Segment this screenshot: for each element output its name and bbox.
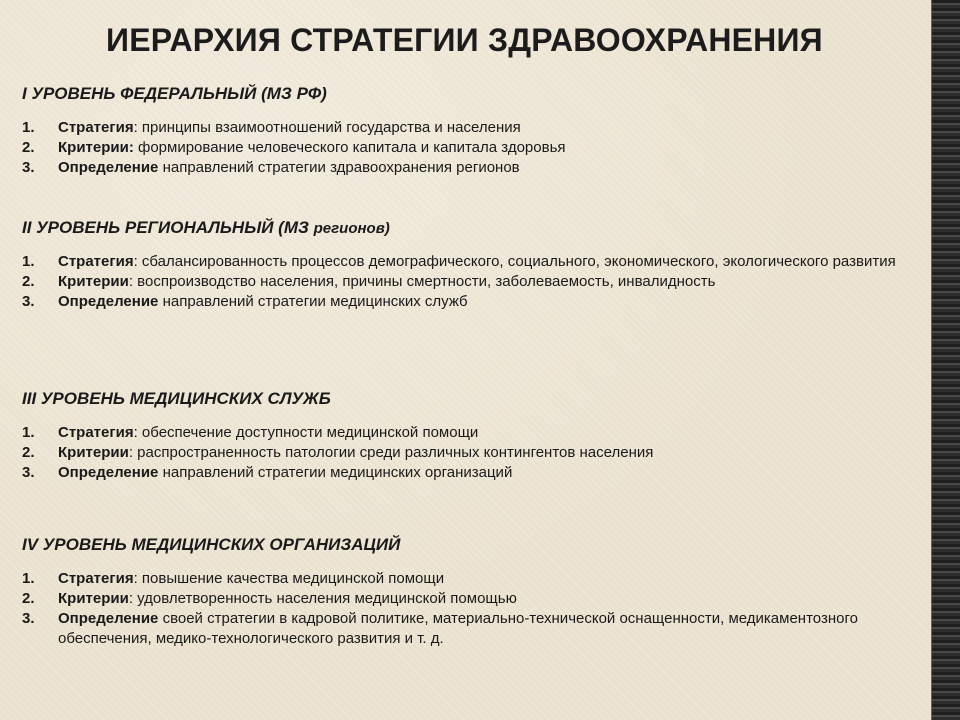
item-number: 2. [22,273,35,290]
item-number: 3. [22,159,35,176]
section-level-3 [22,389,912,483]
list-item [22,589,912,609]
decorative-border [931,0,960,720]
heading-text: III УРОВЕНЬ МЕДИЦИНСКИХ СЛУЖБ [22,389,331,408]
item-text: : сбалансированность процессов демографического, социального, экономического, экологического развития [133,253,896,270]
section-heading [22,535,912,555]
item-term: Критерии [58,444,129,461]
item-number: 1. [22,570,35,587]
item-number: 1. [22,119,35,136]
item-term: Критерии: [58,139,134,156]
item-term: Определение [58,293,159,310]
section-heading [22,389,912,409]
list-item [22,138,912,158]
list-item [22,158,912,178]
item-number: 2. [22,590,35,607]
item-number: 3. [22,610,35,627]
item-text: : принципы взаимоотношений государства и населения [133,119,521,136]
item-number: 3. [22,293,35,310]
section-heading [22,84,912,104]
item-text: формирование человеческого капитала и капитала здоровья [133,139,566,156]
item-term: Стратегия [58,570,134,587]
heading-text: IV УРОВЕНЬ МЕДИЦИНСКИХ ОРГАНИЗАЦИЙ [22,535,401,554]
item-text: : обеспечение доступности медицинской помощи [133,424,479,441]
item-text: : удовлетворенность населения медицинской помощью [128,590,517,607]
item-term: Стратегия [58,253,134,270]
section-level-4 [22,535,912,649]
list-item [22,569,912,589]
item-term: Стратегия [58,424,134,441]
item-list [22,252,912,312]
item-term: Определение [58,610,159,627]
item-text: : воспроизводство населения, причины смертности, заболеваемость, инвалидность [128,273,716,290]
item-list [22,118,912,178]
list-item [22,423,912,443]
item-term: Определение [58,464,159,481]
list-item [22,292,912,312]
item-text: : распространенность патологии среди различных контингентов населения [128,444,654,461]
list-item [22,609,912,649]
list-item [22,443,912,463]
item-term: Критерии [58,273,129,290]
section-level-1 [22,84,912,178]
item-text: направлений стратегии медицинских организаций [158,464,513,481]
list-item [22,252,912,272]
item-text: направлений стратегии здравоохранения регионов [158,159,520,176]
item-text: своей стратегии в кадровой политике, материально-технической оснащенности, медикаментозного обеспечения, медико-технологического развития и т. д. [58,610,858,647]
slide-title: ИЕРАРХИЯ СТРАТЕГИИ ЗДРАВООХРАНЕНИЯ [106,22,823,58]
item-number: 1. [22,253,35,270]
item-term: Критерии [58,590,129,607]
heading-text-small: регионов) [313,220,390,237]
heading-text: I УРОВЕНЬ ФЕДЕРАЛЬНЫЙ (МЗ РФ) [22,84,327,103]
list-item [22,118,912,138]
item-number: 3. [22,464,35,481]
item-term: Определение [58,159,159,176]
section-level-2 [22,218,912,312]
item-list [22,423,912,483]
item-text: : повышение качества медицинской помощи [133,570,445,587]
item-text: направлений стратегии медицинских служб [158,293,468,310]
list-item [22,272,912,292]
item-number: 2. [22,139,35,156]
list-item [22,463,912,483]
item-number: 2. [22,444,35,461]
section-heading [22,218,912,238]
heading-text: II УРОВЕНЬ РЕГИОНАЛЬНЫЙ (МЗ [22,218,314,237]
item-number: 1. [22,424,35,441]
item-term: Стратегия [58,119,134,136]
item-list [22,569,912,649]
